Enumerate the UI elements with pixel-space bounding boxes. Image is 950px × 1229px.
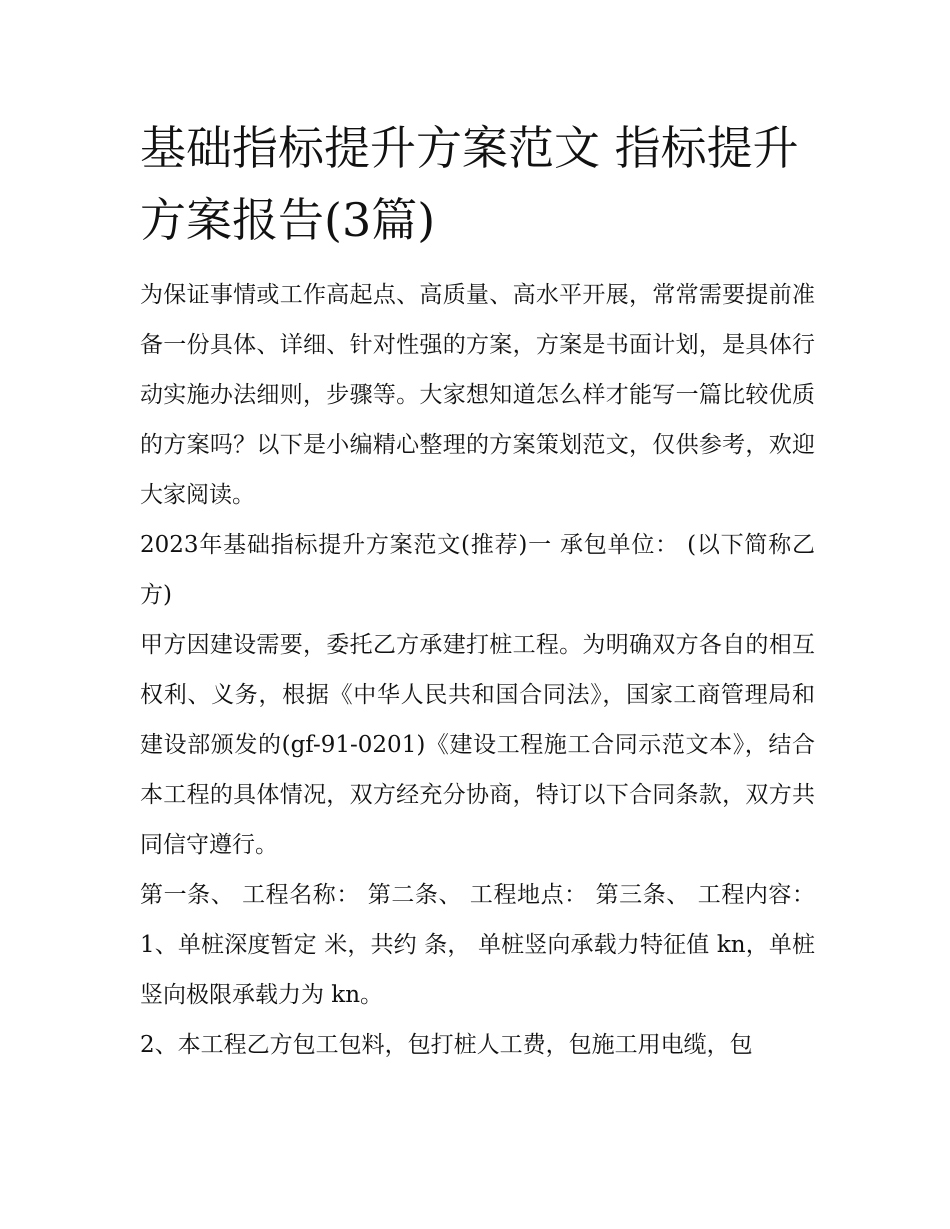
contract-item-2-paragraph: 2、本工程乙方包工包料，包打桩人工费，包施工用电缆，包: [140, 1032, 753, 1058]
section-heading-paragraph: 2023年基础指标提升方案范文(推荐)一 承包单位： (以下简称乙方): [140, 532, 815, 608]
contract-preamble-paragraph: 甲方因建设需要，委托乙方承建打桩工程。为明确双方各自的相互权利、义务，根据《中华人民共和国合同法》，国家工商管理局和建设部颁发的(gf-91-0201)《建设工程施工合同示范文本》，结合本工程的具体情况，双方经充分协商，特订以下合同条款，双方共同信守遵行。: [140, 632, 815, 858]
document-title: 基础指标提升方案范文 指标提升方案报告(3篇): [140, 121, 799, 247]
intro-paragraph: 为保证事情或工作高起点、高质量、高水平开展，常常需要提前准备一份具体、详细、针对性强的方案，方案是书面计划，是具体行动实施办法细则，步骤等。大家想知道怎么样才能写一篇比较优质的方案吗？以下是小编精心整理的方案策划范文，仅供参考，欢迎大家阅读。: [140, 282, 815, 508]
document-page: [140, 112, 815, 1070]
contract-clauses-paragraph: 第一条、 工程名称： 第二条、 工程地点： 第三条、 工程内容： 1、单桩深度暂定 米，共约 条， 单桩竖向承载力特征值 kn，单桩竖向极限承载力为 kn。: [140, 882, 815, 1008]
